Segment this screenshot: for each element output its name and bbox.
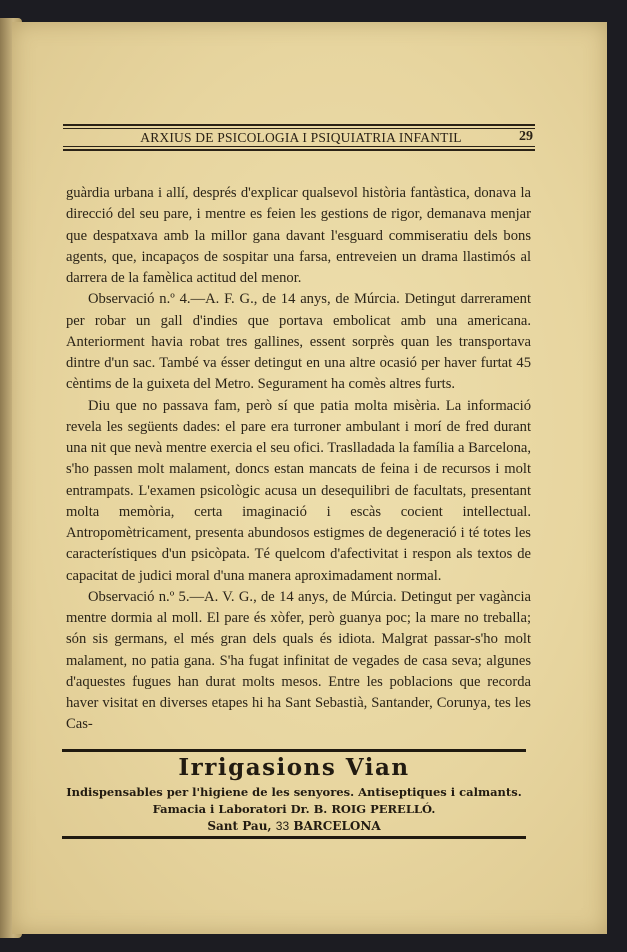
ad-address-number: 33 (275, 819, 290, 833)
page-number: 29 (519, 129, 533, 144)
header-rule-top-thin (63, 128, 535, 129)
ad-rule-bottom (62, 836, 526, 839)
header-rule-bottom-thin (63, 146, 535, 147)
article-body (66, 183, 531, 736)
paragraph-observation-5: Observació n.º 5.—A. V. G., de 14 anys, de Múrcia. Detingut per vagància mentre dormia al moll. El pare és xòfer, però guanya poc; la mare no treballa; són sis germans, el més gran dels quals és idiota. Malgrat passar-s'ho molt malament, no patia gana. S'ha fugat infinitat de vegades de casa seva; algunes d'aquestes fugues han durat molts mesos. Entre les poblacions que recorda haver visitat en diverses etapes hi ha Sant Sebastià, Santander, Corunya, tes les Cas- (66, 588, 531, 733)
ad-address-city: BARCELONA (289, 819, 381, 833)
paragraph-continued: guàrdia urbana i allí, després d'explicar qualsevol història fantàstica, donava la direcció del seu pare, i mentre es feien les gestions de rigor, demanava menjar que despatxava amb la millor gana davant l'esguard commiseratiu dels bons agents, que, incapaços de sospitar una farsa, entreveien un drama llastimós al darrera de la famèlica actitud del menor. (66, 185, 531, 286)
ad-pharmacy: Famacia i Laboratori Dr. B. ROIG PERELLÓ. (152, 802, 436, 816)
journal-title: ARXIUS DE PSICOLOGIA I PSIQUIATRIA INFANTIL (140, 130, 462, 145)
paragraph-information: Diu que no passava fam, però sí que patia molta misèria. La informació revela les següents dades: el pare era turroner ambulant i morí de fred durant una nit que nevà mentre exercia el seu ofici. Traslladada la família a Barcelona, s'ho passen molt malament, doncs estan mancats de feina i de recursos i molt entrampats. L'examen psicològic acusa un desequilibri de facultats, presentant molta memòria, certa imaginació i escàs cocient intellectual. Antropomètricament, presenta abundosos estigmes de degeneració i té totes les característiques d'un psicòpata. Té quelcom d'afectivitat i respon als textos de capacitat de judici moral d'una manera aproximadament normal. (66, 397, 531, 584)
header-rule-bottom (63, 149, 535, 151)
header-rule-top (63, 124, 535, 126)
ad-tagline: Indispensables per l'higiene de les senyores. Antiseptiques i calmants. (66, 785, 522, 799)
paragraph-observation-4: Observació n.º 4.—A. F. G., de 14 anys, de Múrcia. Detingut darrerament per robar un gall d'indies que portava embolicat amb una americana. Anteriorment havia robat tres gallines, essent sorprès quan les transportava dintre d'un sac. També va ésser detingut en una altre ocasió per haver furtat 45 cèntims de la guixeta del Metro. Segurament ha comès altres furts. (66, 291, 531, 393)
ad-address (62, 819, 526, 834)
running-header (63, 124, 535, 150)
ad-rule-top (62, 749, 526, 752)
advertisement (62, 749, 526, 843)
ad-address-street: Sant Pau, (207, 819, 276, 833)
ad-brand-name: Irrigasions Vian (178, 754, 410, 781)
